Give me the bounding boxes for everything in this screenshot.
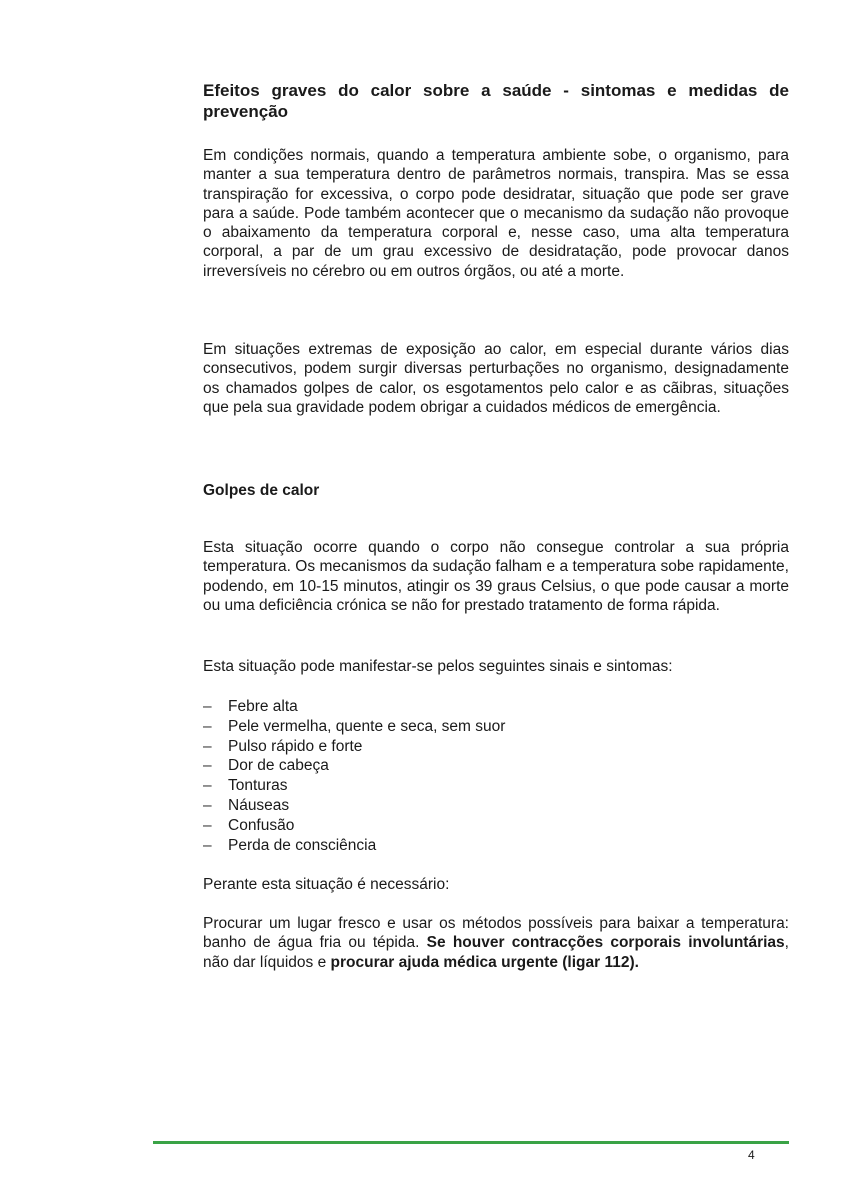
list-item-label: Confusão xyxy=(228,816,295,834)
paragraph-golpes-description: Esta situação ocorre quando o corpo não consegue controlar a sua própria temperatura. Os mecanismos da sudação falham e a temperatura sobe rapidamente, podendo, em 10-15 minutos, atingir os 39 graus Celsius, o que pode causar a morte ou uma deficiência crónica se não for prestado tratamento de forma rápida. xyxy=(203,539,789,614)
dash-bullet-icon: – xyxy=(203,816,212,834)
list-item-label: Pulso rápido e forte xyxy=(228,737,363,755)
list-item xyxy=(203,717,789,737)
paragraph-measures xyxy=(203,914,789,972)
list-item xyxy=(203,697,789,717)
list-item-label: Perda de consciência xyxy=(228,836,377,854)
paragraph-intro: Em condições normais, quando a temperatura ambiente sobe, o organismo, para manter a sua temperatura dentro de parâmetros normais, transpira. Mas se essa transpiração for excessiva, o corpo pode desidratar, situação que pode ser grave para a saúde. Pode também acontecer que o mecanismo da sudação não provoque o abaixamento da temperatura corporal e, nesse caso, uma alta temperatura corporal, a par de um grau excessivo de desidratação, pode provocar danos irreversíveis no cérebro ou em outros órgãos, ou até a morte. xyxy=(203,147,789,280)
page-title: Efeitos graves do calor sobre a saúde - sintomas e medidas de prevenção xyxy=(203,81,789,121)
list-item xyxy=(203,796,789,816)
dash-bullet-icon: – xyxy=(203,757,212,775)
paragraph-necessary: Perante esta situação é necessário: xyxy=(203,876,450,893)
measures-bold-contractions: Se houver contracções corporais involuntárias xyxy=(426,934,785,952)
dash-bullet-icon: – xyxy=(203,796,212,814)
list-item xyxy=(203,776,789,796)
list-item-label: Febre alta xyxy=(228,698,298,715)
measures-text-1: Procurar um lugar fresco e usar os métodos possíveis para baixar a temperatura: banho de água fria ou tépida. xyxy=(203,915,789,952)
list-item-label: Dor de cabeça xyxy=(228,757,329,775)
measures-text-2: , não dar líquidos e xyxy=(203,934,789,971)
list-item-label: Náuseas xyxy=(228,796,290,814)
dash-bullet-icon: – xyxy=(203,698,212,715)
list-item xyxy=(203,737,789,757)
dash-bullet-icon: – xyxy=(203,836,212,854)
footer-divider xyxy=(153,1141,789,1144)
list-item xyxy=(203,836,789,856)
paragraph-symptoms-intro: Esta situação pode manifestar-se pelos seguintes sinais e sintomas: xyxy=(203,658,673,675)
measures-bold-seek-help: procurar ajuda médica urgente (ligar 112). xyxy=(330,953,639,971)
page-number: 4 xyxy=(748,1148,755,1162)
list-item xyxy=(203,816,789,836)
list-item-label: Tonturas xyxy=(228,777,288,795)
symptoms-list xyxy=(203,697,789,855)
dash-bullet-icon: – xyxy=(203,737,212,755)
dash-bullet-icon: – xyxy=(203,777,212,795)
list-item-label: Pele vermelha, quente e seca, sem suor xyxy=(228,717,506,735)
list-item xyxy=(203,756,789,776)
dash-bullet-icon: – xyxy=(203,717,212,735)
section-heading-golpes-de-calor: Golpes de calor xyxy=(203,482,320,499)
paragraph-extreme-exposure: Em situações extremas de exposição ao calor, em especial durante vários dias consecutivos, podem surgir diversas perturbações no organismo, designadamente os chamados golpes de calor, os esgotamentos pelo calor e as cãibras, situações que pela sua gravidade podem obrigar a cuidados médicos de emergência. xyxy=(203,341,789,416)
